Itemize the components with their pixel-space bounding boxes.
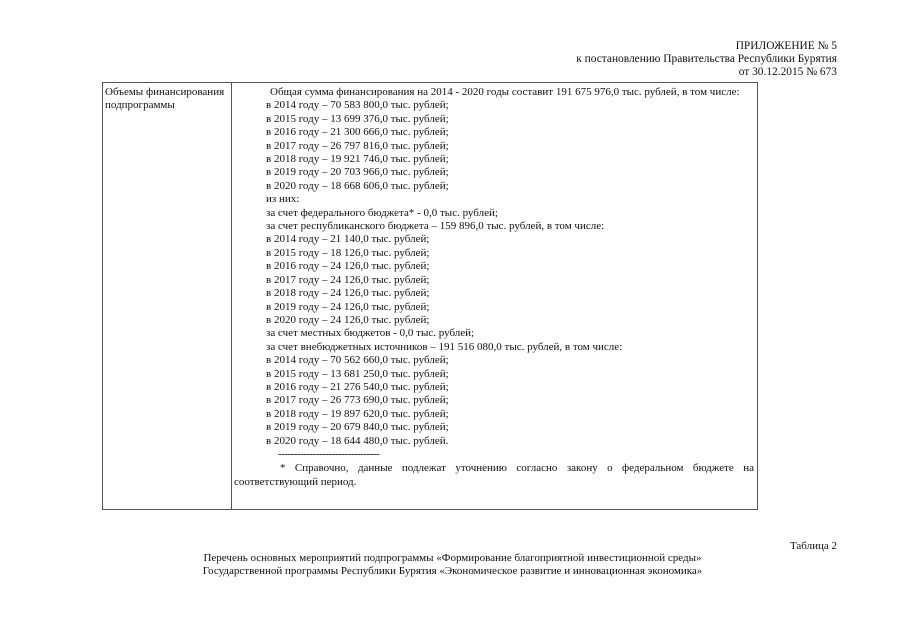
financing-line: в 2014 году – 21 140,0 тыс. рублей;	[266, 233, 430, 246]
financing-line: за счет республиканского бюджета – 159 896,0 тыс. рублей, в том числе:	[266, 220, 605, 233]
measures-list-title	[0, 552, 905, 578]
financing-line: в 2014 году – 70 583 800,0 тыс. рублей;	[266, 99, 449, 112]
financing-line: за счет местных бюджетов - 0,0 тыс. рублей;	[266, 327, 475, 340]
financing-line: в 2016 году – 21 300 666,0 тыс. рублей;	[266, 126, 449, 139]
appendix-date: от 30.12.2015 № 673	[738, 66, 837, 78]
financing-line: в 2017 году – 26 797 816,0 тыс. рублей;	[266, 139, 449, 152]
appendix-title: ПРИЛОЖЕНИЕ № 5	[735, 40, 837, 52]
financing-line: в 2019 году – 20 703 966,0 тыс. рублей;	[266, 166, 449, 179]
financing-total-text: Общая сумма финансирования на 2014 - 2020 годы составит 191 675 976,0 тыс. рублей, в том числе:	[270, 86, 740, 98]
financing-line: в 2019 году – 24 126,0 тыс. рублей;	[266, 300, 430, 313]
financing-label-line: Объемы финансирования	[105, 86, 225, 98]
financing-line: в 2020 году – 18 644 480,0 тыс. рублей.	[266, 434, 449, 447]
financing-line: в 2020 году – 24 126,0 тыс. рублей;	[266, 313, 430, 326]
financing-line: в 2014 году – 70 562 660,0 тыс. рублей;	[266, 354, 449, 367]
footnote-text: * Справочно, данные подлежат уточнению согласно закону о федеральном бюджете на соответствующий период.	[234, 462, 754, 488]
financing-line: за счет внебюджетных источников – 191 516 080,0 тыс. рублей, в том числе:	[266, 340, 623, 353]
financing-line: из них:	[266, 193, 300, 206]
table-number: Таблица 2	[789, 540, 837, 552]
financing-line: в 2015 году – 13 681 250,0 тыс. рублей;	[266, 367, 449, 380]
column-divider	[231, 83, 232, 509]
financing-lines	[234, 99, 754, 448]
financing-line: за счет федерального бюджета* - 0,0 тыс. рублей;	[266, 206, 498, 219]
financing-line: в 2016 году – 24 126,0 тыс. рублей;	[266, 260, 430, 273]
financing-details-cell	[234, 86, 754, 489]
financing-line: в 2018 году – 19 921 746,0 тыс. рублей;	[266, 153, 449, 166]
appendix-reference: к постановлению Правительства Республики Бурятия	[576, 53, 837, 65]
financing-line: в 2018 году – 19 897 620,0 тыс. рублей;	[266, 407, 449, 420]
financing-line: в 2019 году – 20 679 840,0 тыс. рублей;	[266, 421, 449, 434]
financing-label-line: подпрограммы	[105, 99, 175, 112]
measures-list-title-line: Перечень основных мероприятий подпрограммы «Формирование благоприятной инвестиционной среды»	[203, 552, 702, 564]
financing-line: в 2018 году – 24 126,0 тыс. рублей;	[266, 287, 430, 300]
financing-line: в 2017 году – 26 773 690,0 тыс. рублей;	[266, 394, 449, 407]
financing-table	[102, 82, 758, 510]
financing-line: в 2017 году – 24 126,0 тыс. рублей;	[266, 273, 430, 286]
measures-list-title-line: Государственной программы Республики Бурятия «Экономическое развитие и инновационная экономика»	[202, 565, 703, 577]
financing-line: в 2015 году – 13 699 376,0 тыс. рублей;	[266, 112, 449, 125]
financing-line: в 2020 году – 18 668 606,0 тыс. рублей;	[266, 179, 449, 192]
financing-line: в 2016 году – 21 276 540,0 тыс. рублей;	[266, 380, 449, 393]
financing-label-cell	[105, 86, 229, 113]
footnote-separator: --------------------------------	[278, 447, 380, 460]
document-header	[576, 40, 837, 79]
financing-line: в 2015 году – 18 126,0 тыс. рублей;	[266, 246, 430, 259]
